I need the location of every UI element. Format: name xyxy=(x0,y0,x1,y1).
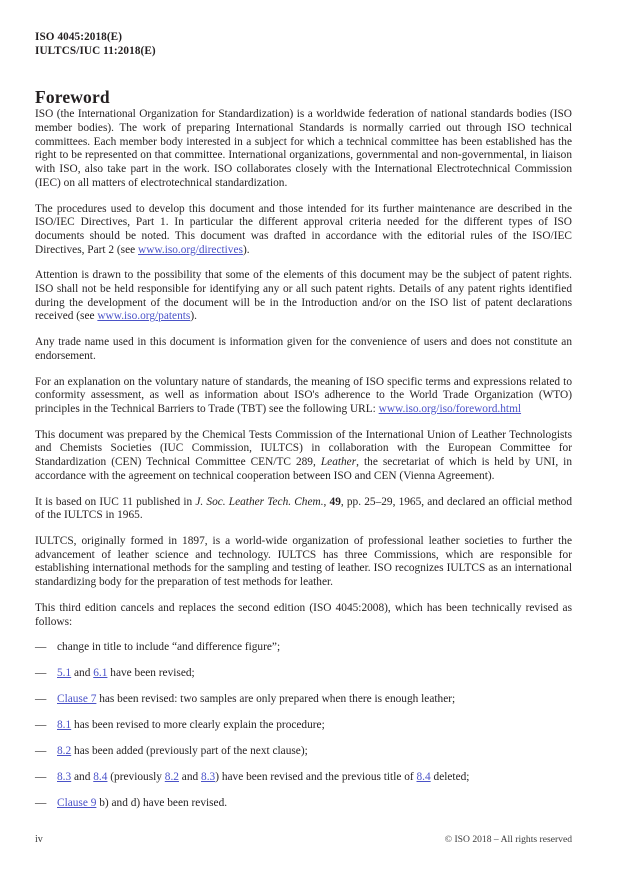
citation-separator: , xyxy=(323,495,330,508)
paragraph-procedures-text: The procedures used to develop this document and those intended for its further maintenance are described in the ISO/IEC Directives, Part 1. In particular the different approval criteria needed for the different types of ISO documents should be noted. This document was drafted in accordance with the editorial rules of the ISO/IEC Directives, Part 2 (see xyxy=(35,202,572,256)
list-item-text: and xyxy=(71,667,94,680)
em-dash-bullet-icon: — xyxy=(35,796,47,809)
cross-reference-link[interactable]: 8.3 xyxy=(201,770,216,783)
citation-tail: , pp. 25–29, 1965, and declared an official method of the IULTCS in 1965. xyxy=(35,495,572,522)
journal-name-italic: J. Soc. Leather Tech. Chem. xyxy=(195,495,324,508)
list-item-text: deleted; xyxy=(430,770,470,783)
paragraph-patent-rights xyxy=(35,269,572,324)
page-footer xyxy=(35,834,572,845)
list-item xyxy=(35,745,572,759)
cross-reference-link[interactable]: 8.2 xyxy=(164,770,179,783)
page-number: iv xyxy=(35,834,43,845)
list-item-text: has been revised: two samples are only prepared when there is enough leather; xyxy=(96,693,456,706)
em-dash-bullet-icon: — xyxy=(35,693,47,706)
foreword-heading-wrapper xyxy=(35,87,572,108)
document-header xyxy=(35,30,572,58)
footer-row xyxy=(35,834,572,845)
paragraph-preparation-text-b: , the secretariat of which is held by UNI, in accordance with the agreement on technical cooperation between ISO and CEN (Vienna Agreement). xyxy=(35,456,572,482)
revision-list xyxy=(35,641,572,810)
list-item-text: (previously xyxy=(107,770,165,783)
paragraph-procedures-tail: ). xyxy=(242,243,250,256)
list-item-text: and xyxy=(71,770,94,783)
page-title: Foreword xyxy=(35,87,110,108)
paragraph-patent-rights-tail: ). xyxy=(190,310,197,323)
paragraph-iso-description: ISO (the International Organization for Standardization) is a worldwide federation of national standards bodies (ISO member bodies). The work of preparing International Standards is normally carried out through ISO technical committees. Each member body interested in a subject for which a technical committee has been established has the right to be represented on that committee. International organizations, governmental and non-governmental, in liaison with ISO, also take part in the work. ISO collaborates closely with the International Electrotechnical Commission (IEC) on all matters of electrotechnical standardization. xyxy=(35,108,572,189)
list-item xyxy=(35,797,572,811)
paragraph-trade-name: Any trade name used in this document is information given for the convenience of users and does not constitute an endorsement. xyxy=(35,336,572,362)
paragraph-preparation xyxy=(35,429,572,484)
list-item-text: has been revised to more clearly explain the procedure; xyxy=(71,718,325,731)
citation-lead-in: It is based on IUC 11 published in xyxy=(35,495,196,508)
cross-reference-link[interactable]: Clause 7 xyxy=(57,693,97,706)
cross-reference-link[interactable]: Clause 9 xyxy=(57,796,97,809)
em-dash-bullet-icon: — xyxy=(35,744,47,757)
paragraph-source-citation xyxy=(35,496,572,523)
cross-reference-link[interactable]: 8.4 xyxy=(416,770,431,783)
list-item xyxy=(35,641,572,655)
list-item-text: ) have been revised and the previous title of xyxy=(215,770,417,783)
cross-reference-link[interactable]: 8.4 xyxy=(93,770,108,783)
paragraph-voluntary-nature xyxy=(35,376,572,417)
committee-scope-italic: Leather xyxy=(320,456,357,469)
list-item xyxy=(35,719,572,733)
paragraph-edition-notice: This third edition cancels and replaces the second edition (ISO 4045:2008), which has been technically revised as follows: xyxy=(35,601,572,628)
em-dash-bullet-icon: — xyxy=(35,770,47,783)
journal-volume-bold: 49 xyxy=(329,495,341,508)
cross-reference-link[interactable]: 8.2 xyxy=(57,744,72,757)
list-item-text: b) and d) have been revised. xyxy=(96,796,228,809)
list-item xyxy=(35,693,572,707)
cross-reference-link[interactable]: 8.3 xyxy=(57,770,72,783)
link-iso-directives[interactable]: www.iso.org/directives xyxy=(138,243,243,256)
copyright-notice: © ISO 2018 – All rights reserved xyxy=(444,834,572,845)
list-item xyxy=(35,771,572,785)
link-iso-patents[interactable]: www.iso.org/patents xyxy=(97,310,191,323)
list-item xyxy=(35,667,572,681)
paragraph-iultcs-history: IULTCS, originally formed in 1897, is a world-wide organization of professional leather societies to further the advancement of leather science and technology. IULTCS has three Commissions, which are responsible for establishing international methods for the sampling and testing of leather. ISO recognizes IULTCS as an international standardizing body for the preparation of test methods for leather. xyxy=(35,535,572,589)
cross-reference-link[interactable]: 8.1 xyxy=(57,718,72,731)
list-item-text: has been added (previously part of the next clause); xyxy=(71,744,308,757)
em-dash-bullet-icon: — xyxy=(35,667,47,680)
paragraph-voluntary-nature-text: For an explanation on the voluntary nature of standards, the meaning of ISO specific terms and expressions related to conformity assessment, as well as information about ISO's adherence to the World Trade Organization (WTO) principles in the Technical Barriers to Trade (TBT) see the following URL: xyxy=(35,375,572,415)
cross-reference-link[interactable]: 5.1 xyxy=(57,667,72,680)
list-item-text: change in title to include “and difference figure”; xyxy=(57,641,281,654)
paragraph-patent-rights-text: Attention is drawn to the possibility that some of the elements of this document may be the subject of patent rights. ISO shall not be held responsible for identifying any or all such patent rights. Details of any patent rights identified during the development of the document will be in the Introduction and/or on the ISO list of patent declarations received (see xyxy=(35,269,572,323)
em-dash-bullet-icon: — xyxy=(35,718,47,731)
list-item-text: and xyxy=(178,770,202,783)
em-dash-bullet-icon: — xyxy=(35,641,47,654)
paragraph-procedures xyxy=(35,203,572,258)
alternate-standard-id: IULTCS/IUC 11:2018(E) xyxy=(35,45,156,58)
list-item-text: have been revised; xyxy=(107,667,195,680)
paragraph-preparation-text-a: This document was prepared by the Chemical Tests Commission of the International Union of Leather Technologists and Chemists Societies (IUC Commission, IULTCS) in collaboration with the European Committee for Standardization (CEN) Technical Committee CEN/TC 289, xyxy=(35,428,572,469)
link-iso-foreword[interactable]: www.iso.org/iso/foreword.html xyxy=(378,402,522,415)
standard-id: ISO 4045:2018(E) xyxy=(35,31,123,43)
page-content xyxy=(35,30,572,810)
cross-reference-link[interactable]: 6.1 xyxy=(93,667,108,680)
